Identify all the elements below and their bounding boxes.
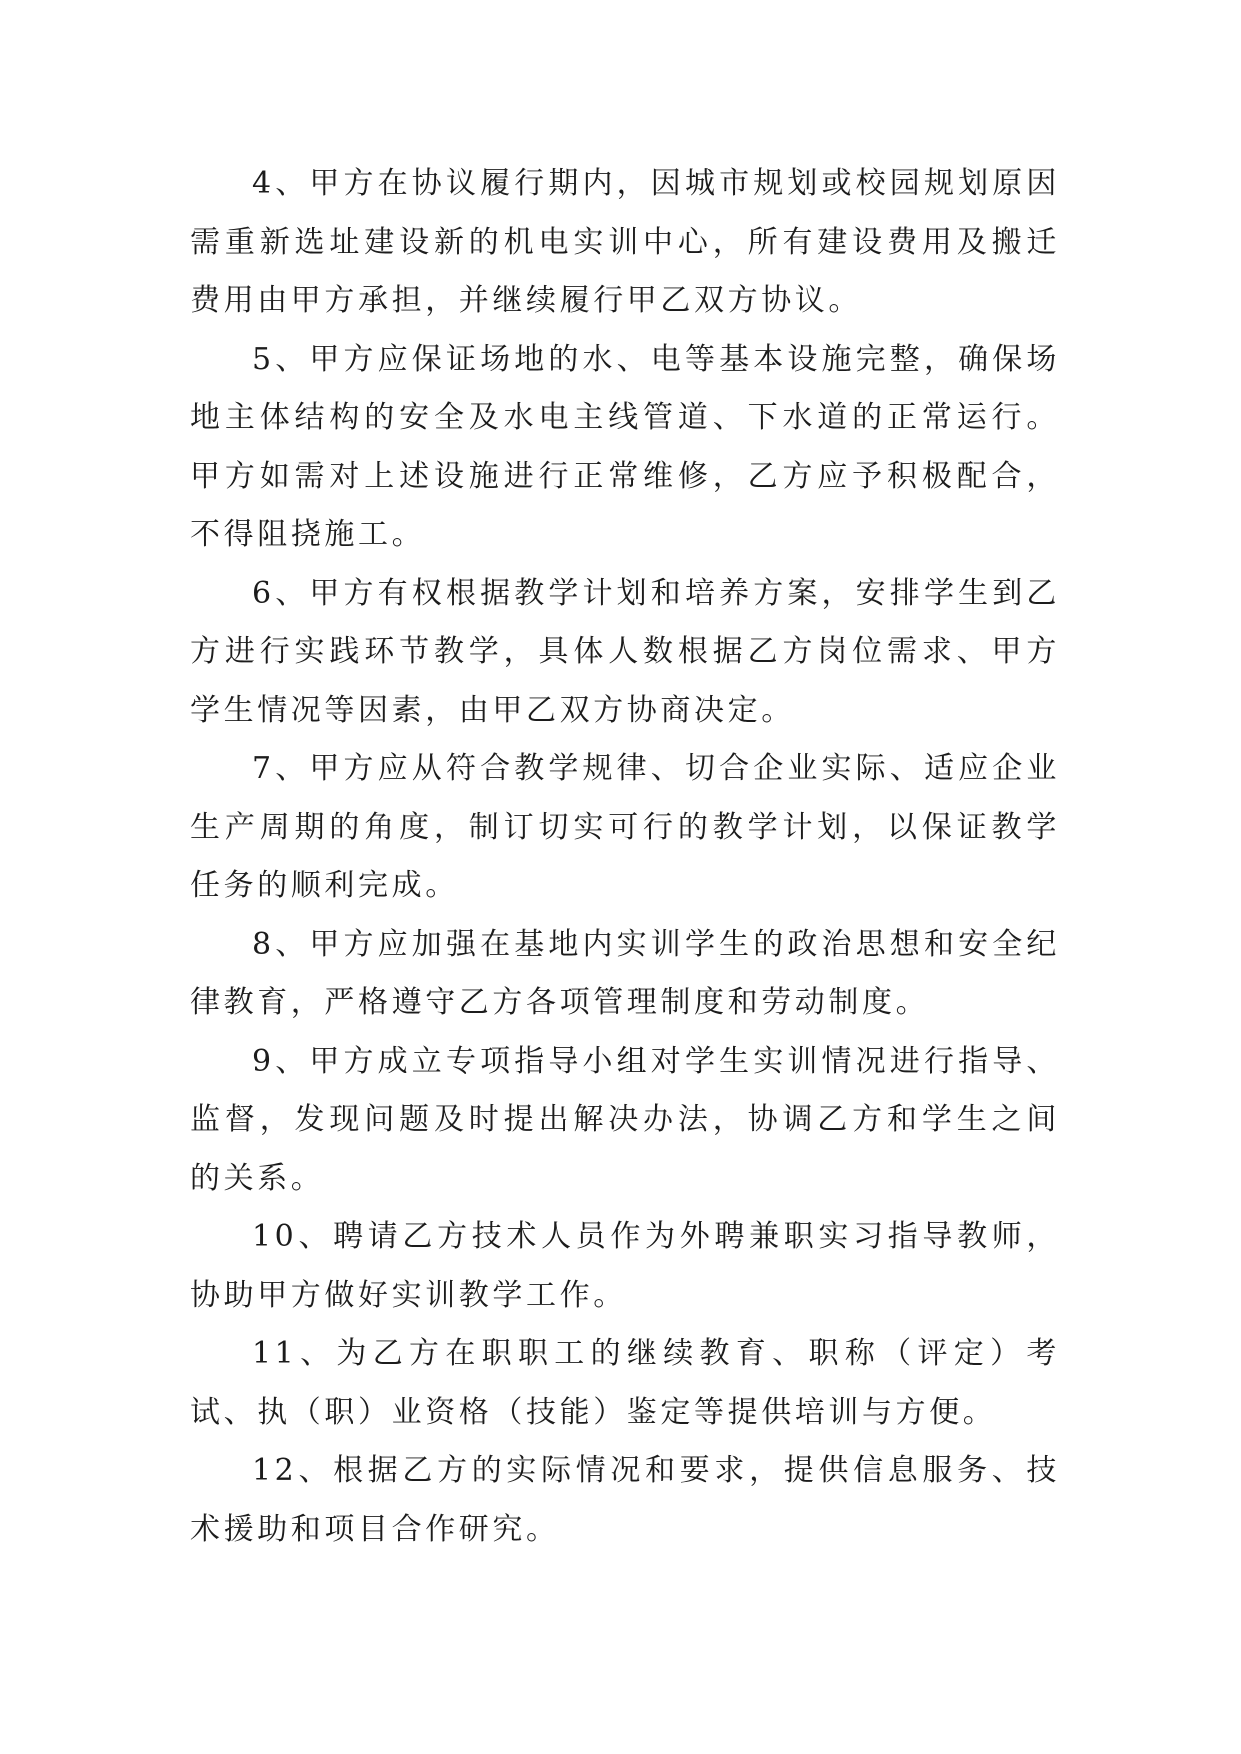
clause-10: 10、聘请乙方技术人员作为外聘兼职实习指导教师，协助甲方做好实训教学工作。 — [190, 1219, 1060, 1313]
clause-12: 12、根据乙方的实际情况和要求，提供信息服务、技术援助和项目合作研究。 — [190, 1453, 1060, 1547]
clause-11: 11、为乙方在职职工的继续教育、职称（评定）考试、执（职）业资格（技能）鉴定等提供培训与方便。 — [190, 1336, 1060, 1430]
clause-6: 6、甲方有权根据教学计划和培养方案，安排学生到乙方进行实践环节教学，具体人数根据乙方岗位需求、甲方学生情况等因素，由甲乙双方协商决定。 — [190, 575, 1060, 728]
clause-8: 8、甲方应加强在基地内实训学生的政治思想和安全纪律教育，严格遵守乙方各项管理制度和劳动制度。 — [190, 926, 1060, 1020]
clause-5: 5、甲方应保证场地的水、电等基本设施完整，确保场地主体结构的安全及水电主线管道、下水道的正常运行。甲方如需对上述设施进行正常维修，乙方应予积极配合，不得阻挠施工。 — [190, 341, 1060, 552]
clause-9: 9、甲方成立专项指导小组对学生实训情况进行指导、监督，发现问题及时提出解决办法，协调乙方和学生之间的关系。 — [190, 1043, 1060, 1196]
document-page — [190, 155, 1060, 1559]
clause-4: 4、甲方在协议履行期内，因城市规划或校园规划原因需重新选址建设新的机电实训中心，所有建设费用及搬迁费用由甲方承担，并继续履行甲乙双方协议。 — [190, 166, 1060, 318]
clause-7: 7、甲方应从符合教学规律、切合企业实际、适应企业生产周期的角度，制订切实可行的教学计划，以保证教学任务的顺利完成。 — [190, 751, 1060, 903]
